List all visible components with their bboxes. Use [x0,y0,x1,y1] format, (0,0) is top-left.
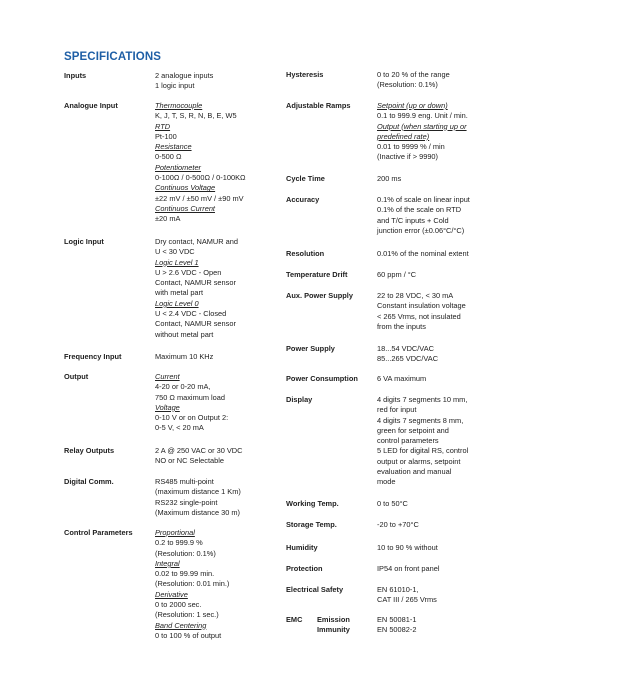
spec-value-line: 0.2 to 999.9 % [155,538,203,548]
spec-value [377,499,408,509]
spec-value-line: IP54 on front panel [377,564,440,573]
spec-value-line: -20 to +70°C [377,520,419,529]
spec-value [155,477,241,518]
spec-subheading: Derivative [155,589,188,599]
spec-value-line: U > 2.6 VDC - Open [155,267,222,277]
spec-value [155,71,213,92]
spec-value-line: Dry contact, NAMUR and [155,237,238,246]
spec-value-line: 0-10 V or on Output 2: [155,413,229,423]
spec-value-line: K, J, T, S, R, N, B, E, W5 [155,111,237,121]
spec-value-line: EN 50082-2 [377,625,417,635]
spec-value-line: (Resolution: 0.1%) [377,80,438,90]
spec-label: Control Parameters [64,528,133,537]
spec-sublabel: Emission [317,615,350,624]
spec-value-line: 750 Ω maximum load [155,392,226,402]
spec-value-line: 0 to 50°C [377,499,408,508]
spec-value-line: 85...265 VDC/VAC [377,354,439,364]
spec-label: Frequency Input [64,352,122,361]
spec-label: Relay Outputs [64,446,115,455]
spec-value-line: (Resolution: 0.01 min.) [155,579,230,589]
spec-value [377,615,416,636]
spec-value-line: EN 61010-1, [377,585,419,594]
spec-value-line: 2 A @ 250 VAC or 30 VDC [155,446,243,455]
spec-value-line: and T/C inputs + Cold [377,215,449,225]
spec-value-line: Contact, NAMUR sensor [155,319,236,329]
spec-value-line: 0.01% of the nominal extent [377,249,469,258]
spec-label: Protection [286,564,323,573]
spec-value-line: 4 digits 7 segments 8 mm, [377,415,464,425]
spec-subheading: Continuos Current [155,203,215,213]
spec-value [377,70,450,91]
spec-subheading: Potentiometer [155,162,202,172]
spec-value-line: RS485 multi-point [155,477,214,486]
spec-subheading: Proportional [155,528,195,537]
spec-value-line: 6 VA maximum [377,374,427,383]
spec-value-line: 5 LED for digital RS, control [377,446,469,456]
spec-value-line: 4-20 or 0-20 mA, [155,382,211,392]
spec-value-line: (Inactive if > 9990) [377,152,439,162]
spec-value-line: Contact, NAMUR sensor [155,278,236,288]
spec-subheading: Logic Level 1 [155,257,199,267]
spec-value-line: Constant insulation voltage [377,301,466,311]
spec-value [377,564,439,574]
spec-value-line: control parameters [377,436,439,446]
spec-value [377,195,470,236]
spec-value-line: EN 50081-1 [377,615,417,624]
spec-label: Hysteresis [286,70,324,79]
spec-value [377,520,419,530]
spec-value [377,174,401,184]
spec-value-line: < 265 Vrms, not insulated [377,311,461,321]
spec-value-line: 0-5 V, < 20 mA [155,423,204,433]
spec-value-line: 0-500 Ω [155,152,182,162]
spec-value [377,585,437,606]
spec-value-line: (Resolution: 0.1%) [155,548,216,558]
spec-value-line: 0 to 100 % of output [155,630,222,640]
spec-sublabel: Immunity [317,625,350,635]
spec-label: Cycle Time [286,174,325,183]
spec-value-line: output or alarms, setpoint [377,456,461,466]
spec-value-line: (Resolution: 1 sec.) [155,610,219,620]
spec-value [155,237,238,340]
spec-value-line: from the inputs [377,321,426,331]
spec-label: Storage Temp. [286,520,337,529]
spec-value-line: mode [377,477,396,487]
spec-value [155,352,213,362]
spec-value [377,374,426,384]
spec-subheading: Setpoint (up or down) [377,101,448,110]
spec-value [155,372,228,434]
spec-subheading: Logic Level 0 [155,298,199,308]
spec-value-line: CAT III / 265 Vrms [377,595,437,605]
spec-label: Display [286,395,313,404]
spec-value-line: U < 2.4 VDC - Closed [155,309,227,319]
spec-label: Adjustable Ramps [286,101,351,110]
spec-value-line: Maximum 10 KHz [155,352,214,361]
spec-label: Resolution [286,249,325,258]
spec-value-line: 10 to 90 % without [377,543,438,552]
spec-subheading: Band Centering [155,620,207,630]
spec-value-line: 0.1% of scale on linear input [377,195,470,204]
spec-label: Humidity [286,543,318,552]
spec-label: Electrical Safety [286,585,344,594]
spec-value-line: 2 analogue inputs [155,71,214,80]
spec-subheading: predefined rate) [377,131,430,141]
spec-label: EMC [286,615,303,624]
spec-value-line: 22 to 28 VDC, < 30 mA [377,291,454,300]
spec-value-line: 4 digits 7 segments 10 mm, [377,395,468,404]
spec-label: Power Supply [286,344,335,353]
spec-label: Logic Input [64,237,104,246]
spec-value-line: (Maximum distance 30 m) [155,507,241,517]
spec-value-line: 0 to 2000 sec. [155,600,202,610]
spec-value [377,395,468,488]
spec-value [377,270,416,280]
spec-value-line: 0.02 to 99.99 min. [155,569,215,579]
spec-label: Temperature Drift [286,270,348,279]
spec-value-line: Pt-100 [155,131,177,141]
spec-value [377,249,469,259]
spec-subheading: RTD [155,121,171,131]
page-title: SPECIFICATIONS [64,51,162,63]
spec-value-line: 0.1% of the scale on RTD [377,205,462,215]
spec-value [377,543,438,553]
spec-value-line: 1 logic input [155,81,195,91]
spec-label: Aux. Power Supply [286,291,353,300]
spec-value [377,101,468,163]
spec-subheading: Integral [155,558,180,568]
spec-value-line: without metal part [155,329,214,339]
spec-label: Inputs [64,71,87,80]
spec-value [377,344,438,365]
spec-subheading: Voltage [155,402,180,412]
spec-value-line: NO or NC Selectable [155,456,225,466]
spec-label: Power Consumption [286,374,358,383]
spec-label: Digital Comm. [64,477,114,486]
spec-value-line: 0 to 20 % of the range [377,70,450,79]
spec-subheading: Current [155,372,180,381]
spec-value-line: 60 ppm / °C [377,270,417,279]
spec-value [155,446,242,467]
spec-value-line: U < 30 VDC [155,247,195,257]
spec-subheading: Resistance [155,142,192,152]
spec-value-line: 200 ms [377,174,402,183]
spec-subheading: Output (when starting up or [377,121,467,131]
spec-value-line: (maximum distance 1 Km) [155,487,241,497]
spec-value-line: green for setpoint and [377,425,449,435]
spec-value-line: 0.1 to 999.9 eng. Unit / min. [377,111,468,121]
spec-value-line: ±20 mA [155,214,181,224]
spec-label: Output [64,372,89,381]
spec-subheading: Continuos Voltage [155,183,216,193]
spec-subheading: Thermocouple [155,101,203,110]
spec-value [155,528,229,641]
spec-value-line: with metal part [155,288,204,298]
spec-value [377,291,466,332]
spec-value [155,101,246,225]
spec-value-line: 0.01 to 9999 % / min [377,142,445,152]
spec-value-line: 18...54 VDC/VAC [377,344,434,353]
spec-value-line: 0-100Ω / 0-500Ω / 0-100KΩ [155,173,246,183]
spec-value-line: junction error (±0.06°C/°C) [377,225,465,235]
spec-label: Working Temp. [286,499,339,508]
spec-value-line: ±22 mV / ±50 mV / ±90 mV [155,193,244,203]
spec-value-line: evaluation and manual [377,467,452,477]
spec-value-line: RS232 single-point [155,497,218,507]
spec-label: Accuracy [286,195,320,204]
spec-label: Analogue Input [64,101,118,110]
spec-value-line: red for input [377,405,417,415]
